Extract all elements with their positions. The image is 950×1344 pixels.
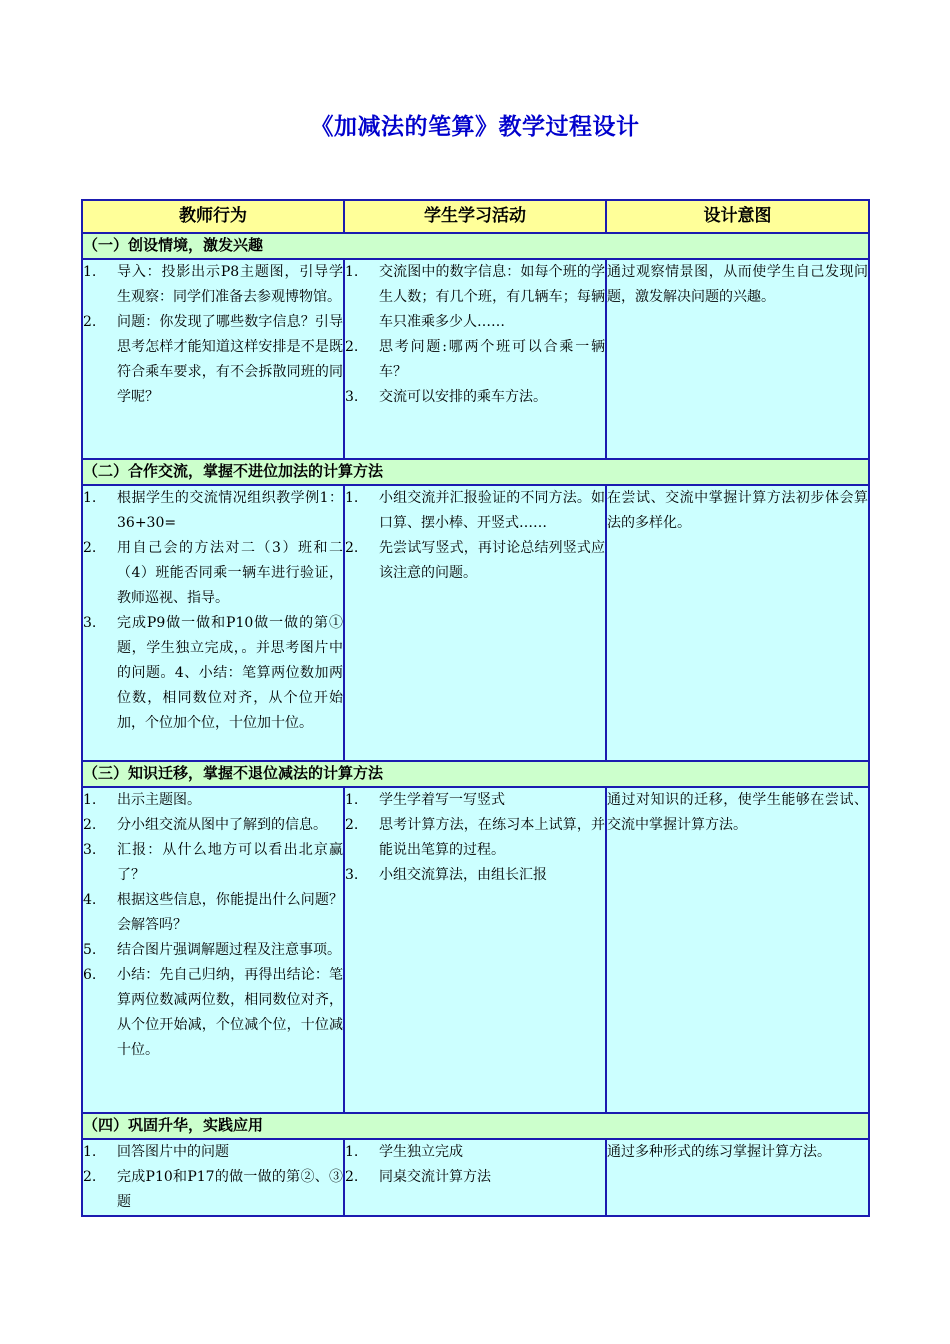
list-item-text: 回答图片中的问题 bbox=[117, 1144, 229, 1160]
list-item bbox=[83, 813, 343, 838]
student-cell bbox=[344, 485, 606, 761]
list-item bbox=[83, 310, 343, 410]
teacher-list bbox=[83, 1140, 343, 1215]
list-item bbox=[83, 788, 343, 813]
list-item bbox=[345, 536, 605, 586]
list-item-text: 根据这些信息，你能提出什么问题？会解答吗？ bbox=[117, 892, 343, 933]
list-item-number: 4. bbox=[83, 892, 97, 908]
section-body-row bbox=[82, 485, 869, 761]
list-item-text: 分小组交流从图中了解到的信息。 bbox=[117, 817, 327, 833]
list-item-number: 2. bbox=[83, 817, 97, 833]
list-item-number: 1. bbox=[83, 264, 97, 280]
header-teacher: 教师行为 bbox=[82, 200, 344, 233]
header-intent: 设计意图 bbox=[606, 200, 869, 233]
list-item bbox=[83, 938, 343, 963]
section-body-row bbox=[82, 259, 869, 459]
list-item-text: 先尝试写竖式，再讨论总结列竖式应该注意的问题。 bbox=[379, 540, 605, 581]
teacher-list bbox=[83, 486, 343, 736]
list-item-text: 小组交流算法，由组长汇报 bbox=[379, 867, 547, 883]
list-item bbox=[345, 863, 605, 888]
intent-cell bbox=[606, 259, 869, 459]
intent-text: 通过多种形式的练习掌握计算方法。 bbox=[607, 1144, 831, 1160]
list-item-number: 3. bbox=[345, 867, 359, 883]
list-item-number: 2. bbox=[83, 540, 97, 556]
section-heading-row bbox=[82, 761, 869, 787]
student-list bbox=[345, 260, 605, 410]
list-item-number: 1. bbox=[83, 1144, 97, 1160]
teacher-cell bbox=[82, 1139, 344, 1216]
list-item-number: 2. bbox=[345, 540, 359, 556]
header-row bbox=[82, 200, 869, 233]
list-item-number: 3. bbox=[83, 842, 97, 858]
section-heading-row bbox=[82, 459, 869, 485]
list-item bbox=[345, 385, 605, 410]
list-item-text: 导入：投影出示P8主题图，引导学生观察：同学们准备去参观博物馆。 bbox=[117, 264, 343, 305]
list-item bbox=[83, 536, 343, 611]
list-item-text: 汇报：从什么地方可以看出北京赢了？ bbox=[117, 842, 343, 883]
list-item bbox=[83, 888, 343, 938]
list-item bbox=[83, 963, 343, 1063]
section-heading-row bbox=[82, 1113, 869, 1139]
list-item-text: 根据学生的交流情况组织教学例1：36+30= bbox=[117, 490, 343, 531]
list-item-number: 1. bbox=[345, 792, 359, 808]
list-item bbox=[83, 838, 343, 888]
section-heading: （三）知识迁移，掌握不退位减法的计算方法 bbox=[82, 761, 869, 787]
list-item-text: 同桌交流计算方法 bbox=[379, 1169, 491, 1185]
teacher-cell bbox=[82, 485, 344, 761]
list-item-number: 1. bbox=[83, 792, 97, 808]
list-item-number: 2. bbox=[345, 1169, 359, 1185]
list-item bbox=[345, 486, 605, 536]
list-item bbox=[345, 813, 605, 863]
list-item-number: 1. bbox=[83, 490, 97, 506]
section-heading-row bbox=[82, 233, 869, 259]
list-item-number: 1. bbox=[345, 264, 359, 280]
list-item bbox=[345, 260, 605, 335]
list-item-text: 完成P10和P17的做一做的第②、③题 bbox=[117, 1169, 343, 1210]
list-item-number: 2. bbox=[83, 1169, 97, 1185]
list-item-text: 问题：你发现了哪些数字信息？引导思考怎样才能知道这样安排是不是既符合乘车要求，有不会拆散同班的同学呢？ bbox=[117, 314, 343, 405]
list-item-text: 学生学着写一写竖式 bbox=[379, 792, 505, 808]
list-item bbox=[83, 1140, 343, 1165]
list-item-text: 完成P9做一做和P10做一做的第①题，学生独立完成，。并思考图片中的问题。4、小结：笔算两位数加两位数，相同数位对齐，从个位开始加，个位加个位，十位加十位。 bbox=[117, 615, 343, 731]
teacher-cell bbox=[82, 787, 344, 1113]
list-item-text: 出示主题图。 bbox=[117, 792, 201, 808]
student-cell bbox=[344, 787, 606, 1113]
section-body-row bbox=[82, 787, 869, 1113]
student-cell bbox=[344, 259, 606, 459]
list-item bbox=[83, 486, 343, 536]
student-list bbox=[345, 1140, 605, 1190]
section-heading: （一）创设情境，激发兴趣 bbox=[82, 233, 869, 259]
list-item bbox=[83, 611, 343, 736]
list-item-text: 思考问题:哪两个班可以合乘一辆车？ bbox=[379, 339, 605, 380]
section-heading: （二）合作交流，掌握不进位加法的计算方法 bbox=[82, 459, 869, 485]
list-item-text: 用自己会的方法对二（3）班和二（4）班能否同乘一辆车进行验证，教师巡视、指导。 bbox=[117, 540, 343, 606]
list-item-text: 交流可以安排的乘车方法。 bbox=[379, 389, 547, 405]
list-item-text: 学生独立完成 bbox=[379, 1144, 463, 1160]
header-student: 学生学习活动 bbox=[344, 200, 606, 233]
student-list bbox=[345, 486, 605, 586]
list-item bbox=[83, 1165, 343, 1215]
student-list bbox=[345, 788, 605, 888]
page-title: 《加减法的笔算》教学过程设计 bbox=[310, 114, 640, 140]
list-item-text: 思考计算方法，在练习本上试算，并能说出笔算的过程。 bbox=[379, 817, 605, 858]
intent-cell bbox=[606, 1139, 869, 1216]
list-item-number: 5. bbox=[83, 942, 97, 958]
list-item bbox=[83, 260, 343, 310]
list-item-number: 2. bbox=[83, 314, 97, 330]
list-item-text: 小结：先自己归纳，再得出结论：笔算两位数减两位数，相同数位对齐，从个位开始减，个位减个位，十位减十位。 bbox=[117, 967, 343, 1058]
list-item bbox=[345, 1165, 605, 1190]
list-item-number: 2. bbox=[345, 339, 359, 355]
teacher-cell bbox=[82, 259, 344, 459]
section-heading: （四）巩固升华，实践应用 bbox=[82, 1113, 869, 1139]
section-body-row bbox=[82, 1139, 869, 1216]
list-item-number: 3. bbox=[83, 615, 97, 631]
intent-text: 通过对知识的迁移，使学生能够在尝试、交流中掌握计算方法。 bbox=[607, 792, 868, 833]
teacher-list bbox=[83, 260, 343, 410]
list-item-text: 小组交流并汇报验证的不同方法。如口算、摆小棒、开竖式…… bbox=[379, 490, 605, 531]
list-item-text: 结合图片强调解题过程及注意事项。 bbox=[117, 942, 341, 958]
lesson-plan-table bbox=[81, 199, 870, 1217]
list-item-text: 交流图中的数字信息：如每个班的学生人数；有几个班，有几辆车；每辆车只准乘多少人…… bbox=[379, 264, 605, 330]
list-item bbox=[345, 1140, 605, 1165]
intent-text: 通过观察情景图，从而使学生自己发现问题，激发解决问题的兴趣。 bbox=[607, 264, 868, 305]
list-item bbox=[345, 788, 605, 813]
list-item bbox=[345, 335, 605, 385]
intent-cell bbox=[606, 485, 869, 761]
intent-cell bbox=[606, 787, 869, 1113]
list-item-number: 6. bbox=[83, 967, 97, 983]
list-item-number: 3. bbox=[345, 389, 359, 405]
list-item-number: 1. bbox=[345, 490, 359, 506]
intent-text: 在尝试、交流中掌握计算方法初步体会算法的多样化。 bbox=[607, 490, 868, 531]
list-item-number: 2. bbox=[345, 817, 359, 833]
list-item-number: 1. bbox=[345, 1144, 359, 1160]
teacher-list bbox=[83, 788, 343, 1063]
student-cell bbox=[344, 1139, 606, 1216]
